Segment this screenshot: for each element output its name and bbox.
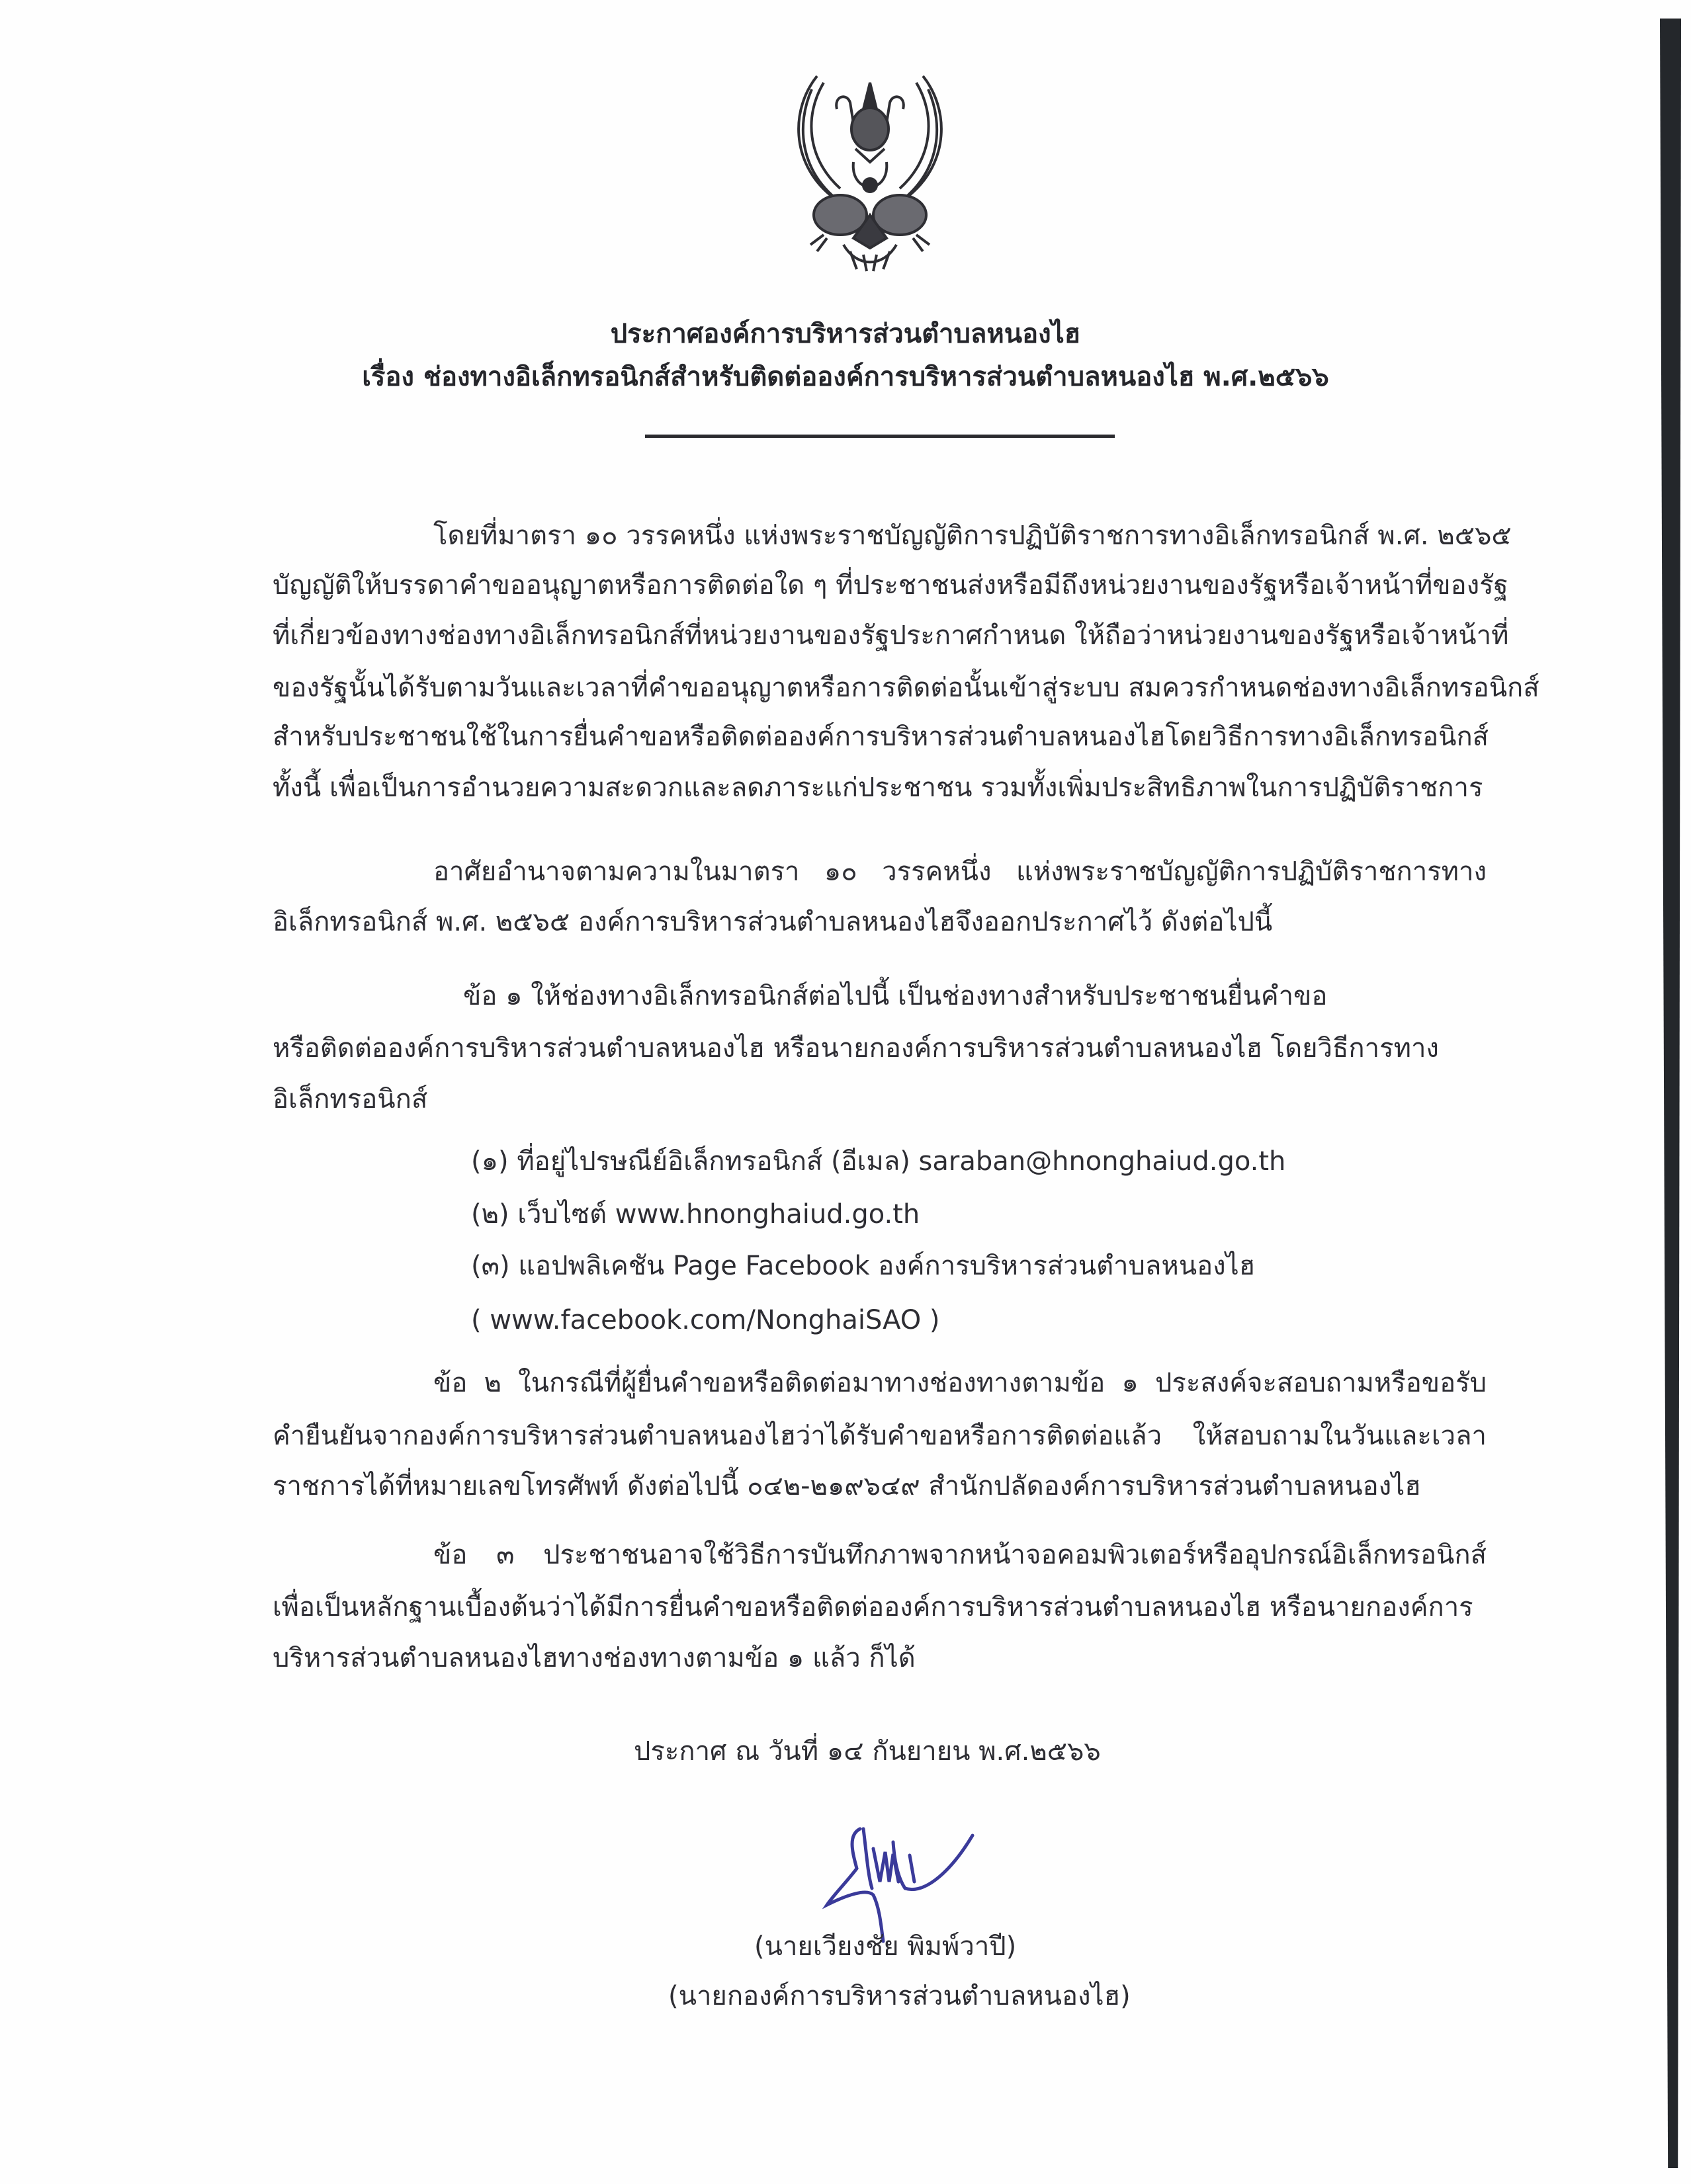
clause-1-line: ข้อ ๑ ให้ช่องทางอิเล็กทรอนิกส์ต่อไปนี้ เป็นช่องทางสำหรับประชาชนยื่นคำขอ [463,981,1328,1011]
paragraph-1-line: บัญญัติให้บรรดาคำขออนุญาตหรือการติดต่อใด ๆ ที่ประชาชนส่งหรือมีถึงหน่วยงานของรัฐหรือเจ้าหน้าที่ของรัฐ [273,570,1508,601]
title-divider [645,435,1115,438]
announcement-title: ประกาศองค์การบริหารส่วนตำบลหนองไฮ [610,319,1081,349]
paragraph-2-line: อิเล็กทรอนิกส์ พ.ศ. ๒๕๖๕ องค์การบริหารส่วนตำบลหนองไฮจึงออกประกาศไว้ ดังต่อไปนี้ [273,907,1273,937]
paragraph-1-line: ทั้งนี้ เพื่อเป็นการอำนวยความสะดวกและลดภาระแก่ประชาชน รวมทั้งเพิ่มประสิทธิภาพในการปฏิบัติราชการ [273,773,1483,803]
clause-2-line: ราชการได้ที่หมายเลขโทรศัพท์ ดังต่อไปนี้ ๐๔๒-๒๑๙๖๔๙ สำนักปลัดองค์การบริหารส่วนตำบลหนองไฮ [273,1471,1421,1501]
clause-3-line: ข้อ ๓ ประชาชนอาจใช้วิธีการบันทึกภาพจากหน้าจอคอมพิวเตอร์หรืออุปกรณ์อิเล็กทรอนิกส์ [433,1540,1487,1570]
channel-facebook-page: (๓) แอปพลิเคชัน Page Facebook องค์การบริหารส่วนตำบลหนองไฮ [471,1251,1256,1281]
clause-1-line: หรือติดต่อองค์การบริหารส่วนตำบลหนองไฮ หรือนายกองค์การบริหารส่วนตำบลหนองไฮ โดยวิธีการทาง [273,1033,1439,1064]
clause-3-line: บริหารส่วนตำบลหนองไฮทางช่องทางตามข้อ ๑ แล้ว ก็ได้ [273,1643,916,1673]
announcement-date: ประกาศ ณ วันที่ ๑๔ กันยายน พ.ศ.๒๕๖๖ [634,1736,1101,1767]
clause-1-line: อิเล็กทรอนิกส์ [273,1084,428,1114]
paragraph-1-line: ที่เกี่ยวข้องทางช่องทางอิเล็กทรอนิกส์ที่หน่วยงานของรัฐประกาศกำหนด ให้ถือว่าหน่วยงานของรัฐหรือเจ้าหน้าที่ [273,620,1509,651]
announcement-subject: เรื่อง ช่องทางอิเล็กทรอนิกส์สำหรับติดต่อองค์การบริหารส่วนตำบลหนองไฮ พ.ศ.๒๕๖๖ [362,362,1329,392]
clause-3-line: เพื่อเป็นหลักฐานเบื้องต้นว่าได้มีการยื่นคำขอหรือติดต่อองค์การบริหารส่วนตำบลหนองไฮ หรือนายกองค์การ [273,1592,1473,1622]
garuda-emblem-icon [777,63,963,274]
clause-2-line: ข้อ ๒ ในกรณีที่ผู้ยื่นคำขอหรือติดต่อมาทางช่องทางตามข้อ ๑ ประสงค์จะสอบถามหรือขอรับ [433,1368,1487,1398]
signer-name: (นายเวียงชัย พิมพ์วาปี) [754,1931,1017,1962]
channel-email: (๑) ที่อยู่ไปรษณีย์อิเล็กทรอนิกส์ (อีเมล) saraban@hnonghaiud.go.th [471,1146,1286,1177]
signer-title: (นายกองค์การบริหารส่วนตำบลหนองไฮ) [668,1981,1131,2011]
clause-2-line: คำยืนยันจากองค์การบริหารส่วนตำบลหนองไฮว่าได้รับคำขอหรือการติดต่อแล้ว ให้สอบถามในวันและเวลา [273,1421,1487,1451]
channel-website: (๒) เว็บไซต์ www.hnonghaiud.go.th [471,1199,920,1230]
paragraph-1-line: ของรัฐนั้นได้รับตามวันและเวลาที่คำขออนุญาตหรือการติดต่อนั้นเข้าสู่ระบบ สมควรกำหนดช่องทางอิเล็กทรอนิกส์ [273,673,1539,703]
channel-facebook-url: ( www.facebook.com/NonghaiSAO ) [471,1305,940,1335]
paragraph-1-line: โดยที่มาตรา ๑๐ วรรคหนึ่ง แห่งพระราชบัญญัติการปฏิบัติราชการทางอิเล็กทรอนิกส์ พ.ศ. ๒๕๖๕ [433,521,1512,551]
paragraph-1-line: สำหรับประชาชนใช้ในการยื่นคำขอหรือติดต่อองค์การบริหารส่วนตำบลหนองไฮโดยวิธีการทางอิเล็กทรอนิกส์ [273,722,1489,752]
paragraph-2-line: อาศัยอำนาจตามความในมาตรา ๑๐ วรรคหนึ่ง แห่งพระราชบัญญัติการปฏิบัติราชการทาง [433,857,1487,887]
